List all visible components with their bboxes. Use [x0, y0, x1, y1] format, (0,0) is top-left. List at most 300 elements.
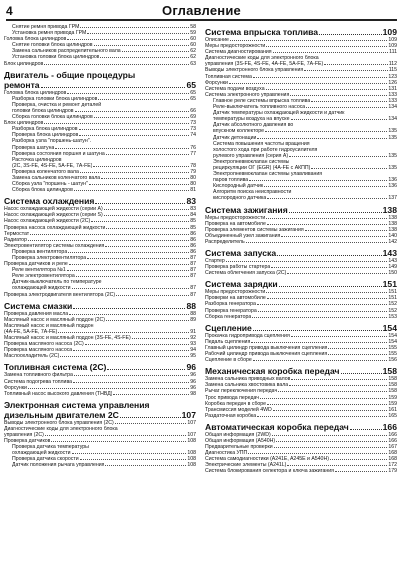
dot-leader — [341, 373, 382, 374]
page-ref: 149 — [388, 264, 397, 271]
toc-entry-text: Электропневмоклапан системы улавливания — [213, 171, 323, 178]
dot-leader — [253, 330, 382, 331]
dot-leader — [73, 350, 189, 351]
page-ref: 131 — [388, 85, 397, 92]
page-ref: 112 — [388, 61, 397, 68]
toc-section-heading — [205, 323, 397, 333]
section-title: Автоматическая коробка передач — [205, 421, 349, 432]
dot-leader — [273, 52, 389, 53]
toc-entry-text: Диагностические коды для электронного блока — [205, 55, 319, 62]
page-ref: 166 — [388, 431, 397, 438]
dot-leader — [67, 39, 189, 40]
entry-title: Проверка коленчатого вала — [12, 168, 79, 175]
page-ref: 58 — [190, 24, 196, 30]
dot-leader — [257, 138, 387, 139]
entry-title: Диагностика УПП — [205, 450, 248, 457]
dot-leader — [67, 270, 190, 271]
page-ref: 109 — [388, 37, 397, 43]
entry-title: Главное реле системы впрыска топлива — [213, 97, 311, 104]
page-title: Оглавление — [162, 3, 241, 18]
entry-title: Установка головки блока цилиндров — [12, 54, 100, 61]
dot-leader — [105, 465, 186, 466]
dot-leader — [87, 258, 189, 259]
dot-leader — [94, 117, 190, 118]
entry-title: Блок цилиндров — [4, 120, 44, 127]
dot-leader — [330, 459, 387, 460]
entry-title: Насос охлаждающей жидкости (серии S) — [4, 212, 103, 219]
dot-leader — [122, 51, 190, 52]
toc-section-heading: Электронная система управления — [4, 399, 150, 410]
dot-leader — [271, 267, 387, 268]
entry-title: Радиатор — [4, 236, 27, 243]
entry-title: Выводы электронного блока управления (2С) — [4, 419, 114, 426]
dot-leader — [272, 435, 388, 436]
entry-title: Снятие ремня привода ГРМ — [12, 24, 80, 30]
dot-leader — [319, 34, 382, 35]
section-title: дизельным двигателем 2С — [4, 409, 119, 420]
section-title: Механическая коробка передач — [205, 366, 340, 377]
entry-title: Проверка блока цилиндров — [12, 132, 79, 139]
entry-title: Коробка передач в сборе — [205, 400, 267, 407]
entry-title: Общая информация (2WD) — [205, 431, 271, 438]
dot-leader — [350, 429, 382, 430]
entry-title: Проверка масляного насоса (2С) — [4, 341, 84, 348]
dot-leader — [328, 354, 387, 355]
dot-leader — [267, 404, 387, 405]
entry-title: Проверка работы стартера — [205, 264, 271, 271]
page-ref: 166 — [388, 437, 397, 444]
dot-leader — [273, 410, 388, 411]
dot-leader — [79, 129, 190, 130]
entry-title: Разборка блока цилиндров — [12, 126, 78, 133]
dot-leader — [120, 417, 181, 418]
entry-title: Установка ремня привода ГРМ — [12, 30, 87, 37]
page-ref: 92 — [190, 335, 196, 342]
dot-leader — [289, 212, 382, 213]
dot-leader — [85, 344, 190, 345]
page-ref: 96 — [190, 378, 196, 385]
page-ref: 87 — [190, 291, 196, 298]
toc-entry — [4, 462, 196, 468]
page-ref: 143 — [388, 258, 397, 264]
page-ref: 155 — [388, 344, 397, 351]
page-ref: 158 — [388, 388, 397, 395]
page-ref: 111 — [389, 49, 397, 56]
dot-leader — [328, 348, 387, 349]
page-ref: 86 — [190, 242, 196, 249]
dot-leader — [335, 471, 387, 472]
page-ref: 143 — [382, 248, 397, 258]
toc-entry — [205, 270, 397, 276]
entry-title: Замена сальников коленчатого вала — [12, 174, 101, 181]
page-ref: 168 — [388, 450, 397, 457]
page-ref: 78 — [190, 162, 196, 169]
page-ref: 166 — [382, 421, 397, 432]
page-ref: 108 — [187, 438, 196, 445]
dot-leader — [278, 391, 387, 392]
page-ref: 152 — [388, 307, 397, 314]
dot-leader — [253, 77, 387, 78]
dot-leader — [44, 64, 189, 65]
toc-entry-text: Проверка датчика температуры — [12, 444, 89, 451]
dot-leader — [279, 286, 382, 287]
entry-title: Замена сальника приводных валов — [205, 376, 291, 383]
dot-leader — [264, 186, 387, 187]
dot-leader — [94, 45, 190, 46]
page-ref: 123 — [388, 73, 397, 80]
page-ref: 80 — [190, 174, 196, 181]
entry-title: Проверка генератора — [205, 307, 257, 314]
dot-leader — [253, 360, 388, 361]
entry-title: Трос привода передач — [205, 394, 259, 401]
page-ref: 84 — [190, 212, 196, 219]
dot-leader — [267, 198, 387, 199]
entry-title: Насос охлаждающей жидкости (2С) — [4, 218, 91, 225]
section-title: Система зарядки — [205, 279, 278, 290]
entry-title: Распределитель — [205, 238, 245, 245]
entry-title: Прокачка гидропривода сцепления — [205, 332, 290, 339]
entry-title: управления (3S-FE, 4S-FE, 4A-FE, 5A-FE, 7A-FE) — [205, 61, 324, 68]
page-ref: 153 — [388, 313, 397, 320]
page-ref: 98 — [190, 390, 196, 397]
toc-entry — [4, 292, 196, 298]
dot-leader — [226, 261, 388, 262]
dot-leader — [281, 236, 387, 237]
toc-section-heading: Двигатель - общие процедуры — [4, 69, 136, 80]
toc-entry-text: Проверка, очистка и ремонт деталей — [12, 101, 102, 108]
page-ref: 154 — [388, 332, 397, 339]
page-ref: 59 — [190, 30, 196, 37]
entry-title: впускном коллекторе — [213, 128, 265, 135]
dot-leader — [106, 154, 189, 155]
dot-leader — [79, 135, 189, 136]
page-ref: 81 — [190, 187, 196, 194]
entry-title: Электровентилятор системы охлаждения — [4, 242, 105, 249]
entry-title: Головка блока цилиндров — [4, 89, 67, 96]
toc-entry — [4, 61, 196, 67]
entry-title: Проверка насоса охлаждающей жидкости — [4, 224, 106, 231]
entry-title: Проверка датчиков и реле — [4, 261, 68, 268]
page-number: 4 — [6, 4, 13, 18]
page-ref: 165 — [388, 412, 397, 419]
dot-leader — [104, 209, 190, 210]
dot-leader — [41, 87, 186, 88]
entry-title: Разборка головки блока цилиндров — [12, 95, 98, 102]
page-ref: 151 — [388, 289, 397, 296]
dot-leader — [116, 295, 189, 296]
entry-title: Реле электровентилятора — [12, 273, 75, 280]
toc-section-heading — [205, 366, 397, 376]
entry-title: Проверка на автомобиле — [205, 220, 266, 227]
entry-title: Форсунки — [4, 384, 27, 391]
page-ref: 96 — [190, 384, 196, 391]
entry-title: Масляный насос и масляный поддон (2С) — [4, 316, 106, 323]
entry-title: Замена сальника хвостовика вала — [205, 382, 289, 389]
dot-leader — [267, 298, 388, 299]
entry-title: Объединенный узел зажигания — [205, 232, 281, 239]
toc-entry — [4, 187, 196, 193]
entry-title: Раздаточная коробка — [205, 412, 257, 419]
entry-title: Датчик положения рычага управления — [12, 462, 105, 469]
entry-title: температуры воздуха на впуске — [213, 116, 290, 123]
page-ref: 65 — [190, 89, 196, 96]
entry-title: Датчик детонации — [213, 134, 257, 141]
toc-entry-text: холостого хода при работе гидроусилителя — [213, 146, 318, 153]
dot-leader — [311, 168, 387, 169]
entry-title: Форсунки — [205, 79, 228, 86]
entry-title: Проверка давления масла — [4, 310, 69, 317]
dot-leader — [58, 332, 189, 333]
page-ref: 87 — [190, 267, 196, 274]
dot-leader — [258, 311, 388, 312]
dot-leader — [311, 101, 387, 102]
entry-title: (4A-FE, 5A-FE, 7A-FE) — [4, 328, 58, 335]
entry-title: Реле-выключатель топливного насоса — [213, 104, 306, 111]
dot-leader — [306, 107, 387, 108]
page-ref: 96 — [190, 372, 196, 379]
entry-title: головки блока цилиндров — [12, 107, 74, 114]
page-ref: 133 — [388, 91, 397, 98]
entry-title: Стартер — [205, 258, 225, 264]
page-ref: 108 — [187, 462, 196, 469]
toc-entry-text: Диагностические коды для электронного блока — [4, 425, 118, 432]
page-ref: 140 — [388, 232, 397, 239]
toc-column-left — [4, 24, 196, 469]
toc-entry — [205, 239, 397, 245]
dot-leader — [113, 394, 189, 395]
dot-leader — [257, 304, 387, 305]
toc-section-heading — [4, 80, 196, 90]
dot-leader — [104, 215, 190, 216]
dot-leader — [289, 385, 387, 386]
page-ref: 179 — [388, 468, 397, 475]
dot-leader — [55, 148, 189, 149]
toc-entry — [4, 391, 196, 397]
dot-leader — [287, 465, 387, 466]
page-ref: 94 — [190, 347, 196, 354]
toc-section-heading — [205, 422, 397, 432]
dot-leader — [69, 264, 190, 265]
entry-title: Система блокирования селектора и ключа зажигания — [205, 468, 334, 475]
entry-title: Сборка блока цилиндров — [12, 187, 73, 194]
page-ref: 108 — [187, 450, 196, 457]
page-ref: 134 — [388, 116, 397, 123]
page-ref: 85 — [190, 224, 196, 231]
page-ref: 63 — [190, 60, 196, 67]
toc-entry — [205, 357, 397, 363]
toc-section-heading — [205, 205, 397, 215]
page-ref: 74 — [190, 132, 196, 139]
section-title: Система охлаждения — [4, 196, 95, 207]
dot-leader — [68, 252, 189, 253]
page-ref: 109 — [382, 27, 397, 37]
section-title: Система смазки — [4, 300, 73, 311]
toc-entry-text: Разборка узла "поршень-шатун". — [12, 138, 92, 145]
page-ref: 158 — [388, 382, 397, 389]
dot-leader — [80, 459, 187, 460]
dot-leader — [266, 292, 387, 293]
page-ref: 79 — [190, 168, 196, 175]
entry-title: управления (2С) — [4, 431, 44, 438]
dot-leader — [291, 336, 388, 337]
entry-title: Система самодиагностики (A241E, A245E и A540H) — [205, 456, 329, 463]
page-ref: 109 — [388, 43, 397, 50]
entry-title: Рычаг переключения передач — [205, 388, 278, 395]
entry-title: Проверка элементов системы зажигания — [205, 226, 304, 233]
dot-leader — [76, 276, 189, 277]
entry-title: Проверка вентилятора — [12, 248, 68, 255]
toc-section-heading — [4, 196, 196, 206]
entry-title: Выводы электронного блока управления — [205, 67, 304, 74]
dot-leader — [93, 166, 189, 167]
entry-title: Электрические элементы (A241L) — [205, 462, 287, 469]
page-ref: 87 — [190, 261, 196, 268]
page-ref: 142 — [388, 238, 397, 245]
dot-leader — [73, 308, 185, 309]
dot-leader — [98, 99, 189, 100]
page-ref: 62 — [190, 48, 196, 55]
page-ref: 83 — [190, 206, 196, 213]
page-ref: 86 — [190, 248, 196, 255]
toc-entry-text: Алгоритм поиска неисправности — [213, 189, 292, 196]
dot-leader — [44, 123, 189, 124]
entry-title: Маслоохладитель (2С) — [4, 353, 60, 360]
page-ref: 135 — [388, 152, 397, 159]
dot-leader — [73, 382, 189, 383]
page-ref: 87 — [190, 273, 196, 280]
dot-leader — [266, 46, 387, 47]
toc-entry-text: Датчик абсолютного давления во — [213, 122, 294, 129]
entry-title: Разборка генератора — [205, 301, 256, 308]
entry-title: Сцепление в сборе — [205, 357, 252, 364]
page-ref: 86 — [190, 230, 196, 237]
toc-entry-text: Система повышения частоты вращения — [213, 140, 310, 147]
entry-title: Замена сальников распределительного вала — [12, 48, 121, 55]
section-title: Система впрыска топлива — [205, 27, 319, 37]
entry-title: Проверка шатуна — [12, 144, 55, 151]
page-ref: 83 — [186, 196, 196, 207]
page-ref: 151 — [382, 279, 397, 290]
entry-title: Проверка электродвигателя вентилятора (2С) — [4, 291, 116, 298]
dot-leader — [80, 172, 189, 173]
dot-leader — [101, 178, 189, 179]
section-title: Система зажигания — [205, 204, 288, 215]
entry-title: Блок цилиндров — [4, 60, 44, 67]
dot-leader — [291, 119, 388, 120]
page-ref: 60 — [190, 36, 196, 43]
header-rule — [6, 19, 397, 21]
entry-title: Рабочий цилиндр привода выключения сцепления — [205, 351, 328, 358]
dot-leader — [266, 218, 387, 219]
page-ref: 76 — [190, 144, 196, 151]
page-ref: 150 — [388, 270, 397, 277]
entry-title: (2С, 3S-FE, 4S-FE, 5A-FE, 7A-FE) — [12, 162, 93, 169]
entry-title: Главный цилиндр привода выключения сцепления — [205, 344, 328, 351]
page-ref: 107 — [181, 409, 196, 420]
page-ref: 62 — [190, 54, 196, 61]
dot-leader — [289, 156, 387, 157]
entry-title: Сборка узла "поршень - шатун" — [12, 181, 88, 188]
entry-title: Головка блока цилиндров — [4, 36, 67, 43]
page-ref: 91 — [190, 328, 196, 335]
page-ref: 65 — [186, 79, 196, 90]
entry-title: Общая информация (A540H) — [205, 437, 276, 444]
dot-leader — [290, 95, 387, 96]
page-ref: 87 — [190, 255, 196, 261]
page-ref: 135 — [388, 134, 397, 141]
dot-leader — [115, 423, 187, 424]
page-ref: 158 — [388, 376, 397, 383]
dot-leader — [260, 398, 387, 399]
entry-title: Проверка состояния поршня и шатуна — [12, 150, 105, 157]
page-ref: 136 — [388, 183, 397, 190]
entry-title: Проверка датчика скорости — [12, 456, 79, 463]
page-ref: 135 — [388, 164, 397, 171]
page-ref: 88 — [186, 300, 196, 311]
dot-leader — [75, 111, 190, 112]
entry-title: Предварительные проверки — [205, 444, 273, 451]
page-ref: 159 — [388, 400, 397, 407]
page-ref: 168 — [388, 456, 397, 463]
entry-title: кислородного датчика — [213, 195, 267, 202]
entry-title: Меры предосторожности — [205, 43, 266, 50]
entry-title: Сборка головки блока цилиндров — [12, 114, 93, 121]
entry-title: охлаждающей жидкости — [12, 285, 71, 292]
page-ref: 156 — [388, 357, 397, 364]
dot-leader — [80, 27, 189, 28]
dot-leader — [324, 64, 387, 65]
dot-leader — [274, 447, 388, 448]
page-ref: 93 — [190, 341, 196, 348]
page-ref: 77 — [190, 150, 196, 157]
page-ref: 135 — [388, 128, 397, 135]
dot-leader — [276, 441, 387, 442]
page-ref: 159 — [388, 394, 397, 401]
dot-leader — [89, 184, 189, 185]
entry-title: рециркуляции ОГ (EGR) (4A-FE с АКПП) — [213, 164, 311, 171]
entry-title: Электропневмоклапан системы — [213, 158, 290, 165]
dot-leader — [246, 242, 388, 243]
page-ref: 73 — [190, 120, 196, 127]
page-ref: 154 — [388, 338, 397, 345]
entry-title: Замена топливного фильтра — [4, 372, 73, 379]
section-title: Сцепление — [205, 322, 252, 333]
page-ref: 80 — [190, 181, 196, 188]
dot-leader — [30, 234, 189, 235]
page-ref: 69 — [190, 114, 196, 121]
dot-leader — [304, 70, 388, 71]
toc-column-right — [205, 24, 397, 475]
page-ref: 138 — [382, 204, 397, 215]
dot-leader — [277, 255, 382, 256]
page-ref: 133 — [388, 97, 397, 104]
toc-entry-text: Датчик температуры охлаждающей жидкости и датчик — [213, 110, 345, 117]
dot-leader — [106, 228, 189, 229]
dot-leader — [265, 131, 387, 132]
dot-leader — [28, 240, 189, 241]
entry-title: Масляный насос и масляный поддон (3S-FE, 4S-FE) — [4, 335, 131, 342]
page-ref: 138 — [388, 214, 397, 221]
page-ref: 154 — [382, 322, 397, 333]
entry-title: Система облегчения запуска (2С) — [205, 270, 287, 277]
page-ref: 138 — [388, 226, 397, 233]
dot-leader — [267, 224, 388, 225]
toc-entry — [205, 314, 397, 320]
entry-title: Трансмиссия моделей 4WD — [205, 406, 272, 413]
dot-leader — [91, 221, 189, 222]
page-ref: 86 — [190, 236, 196, 243]
dot-leader — [287, 273, 387, 274]
